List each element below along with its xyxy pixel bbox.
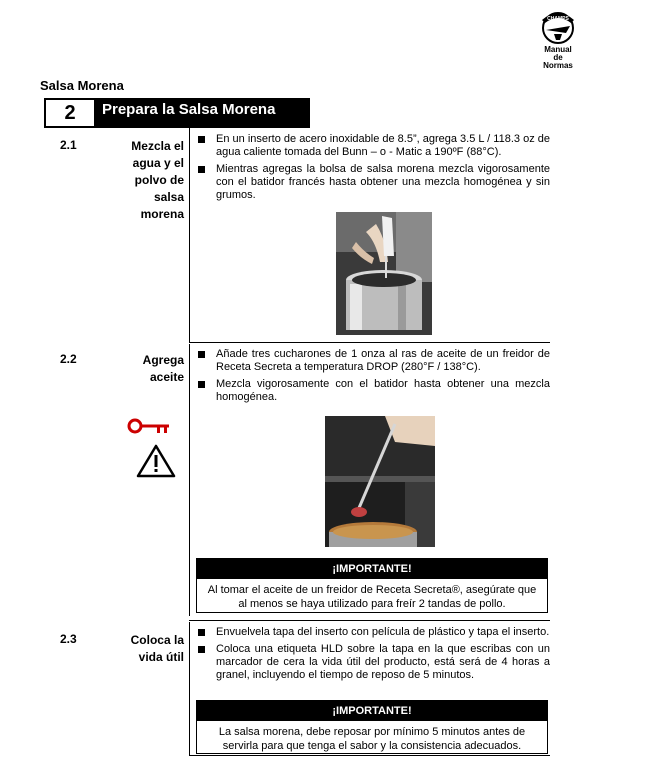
bullet-square-icon — [198, 646, 205, 653]
important-heading: ¡IMPORTANTE! — [197, 559, 547, 579]
bullet-text: Mezcla vigorosamente con el batidor hasta obtener una mezcla homogénea. — [216, 378, 550, 403]
list-item — [198, 348, 550, 374]
important-box — [196, 558, 548, 613]
label-line: Coloca la — [130, 633, 184, 647]
svg-text:CHAMPS: CHAMPS — [547, 16, 569, 22]
bullet-square-icon — [198, 351, 205, 358]
warning-icon — [136, 444, 176, 483]
label-line: polvo de — [134, 173, 184, 187]
substep-label — [100, 632, 184, 666]
column-divider — [189, 344, 190, 616]
list-item — [198, 643, 550, 682]
label-line: salsa — [153, 190, 184, 204]
bullet-square-icon — [198, 136, 205, 143]
bullet-square-icon — [198, 629, 205, 636]
bullet-text: Envuelvela tapa del inserto con película de plástico y tapa el inserto. — [216, 626, 550, 638]
bullet-square-icon — [198, 166, 205, 173]
step-number: 2 — [44, 98, 96, 128]
row-divider — [189, 620, 550, 621]
bullet-text: En un inserto de acero inoxidable de 8.5”, agrega 3.5 L / 118.3 oz de agua caliente tomada del Bunn – o - Matic a 190ºF (88°C). — [216, 133, 550, 158]
bullet-list — [198, 348, 550, 408]
label-line: aceite — [149, 370, 184, 384]
substep-number: 2.1 — [60, 138, 77, 152]
column-divider — [189, 622, 190, 755]
key-icon — [127, 417, 171, 440]
photo-adding-oil — [325, 416, 435, 547]
bullet-text: Mientras agregas la bolsa de salsa morena mezcla vigorosamente con el batidor francés hasta obtener una mezcla homogénea y sin grumos. — [216, 163, 550, 201]
substep-label — [100, 138, 184, 223]
label-line: morena — [140, 207, 184, 221]
list-item — [198, 378, 550, 404]
bullet-list — [198, 626, 550, 686]
important-text: Al tomar el aceite de un freidor de Receta Secreta®, asegúrate que al menos se haya utilizado para freír 2 tandas de pollo. — [207, 584, 537, 610]
logo-line-2: de — [553, 53, 563, 62]
label-line: vida útil — [138, 650, 184, 664]
substep-number: 2.2 — [60, 352, 77, 366]
important-text: La salsa morena, debe reposar por mínimo 5 minutos antes de servirla para que tenga el sabor y la consistencia adecuados. — [218, 726, 526, 752]
important-box — [196, 700, 548, 754]
bullet-text: Coloca una etiqueta HLD sobre la tapa en la que escribas con un marcador de cera la vida útil del producto, está será de 4 horas a granel, incluyendo el tiempo de reposo de 5 minutos. — [216, 643, 550, 681]
champs-logo-icon — [536, 8, 580, 46]
logo-line-3: Normas — [543, 61, 573, 70]
bullet-list — [198, 133, 550, 206]
bullet-square-icon — [198, 381, 205, 388]
row-divider — [189, 342, 550, 343]
label-line: agua y el — [132, 156, 184, 170]
photo-whisking-pot — [336, 212, 432, 335]
step-title: Prepara la Salsa Morena — [96, 98, 310, 128]
label-line: Mezcla el — [131, 139, 184, 153]
substep-label — [100, 352, 184, 386]
list-item — [198, 626, 550, 639]
list-item — [198, 133, 550, 159]
column-divider — [189, 128, 190, 343]
substep-number: 2.3 — [60, 632, 77, 646]
list-item — [198, 163, 550, 202]
bullet-text: Añade tres cucharones de 1 onza al ras de aceite de un freidor de Receta Secreta a temperatura DROP (280°F / 138°C). — [216, 348, 550, 373]
section-title: Salsa Morena — [40, 78, 124, 93]
champs-logo — [528, 8, 588, 80]
important-heading: ¡IMPORTANTE! — [197, 701, 547, 721]
logo-line-1: Manual — [544, 45, 572, 54]
label-line: Agrega — [142, 353, 184, 367]
